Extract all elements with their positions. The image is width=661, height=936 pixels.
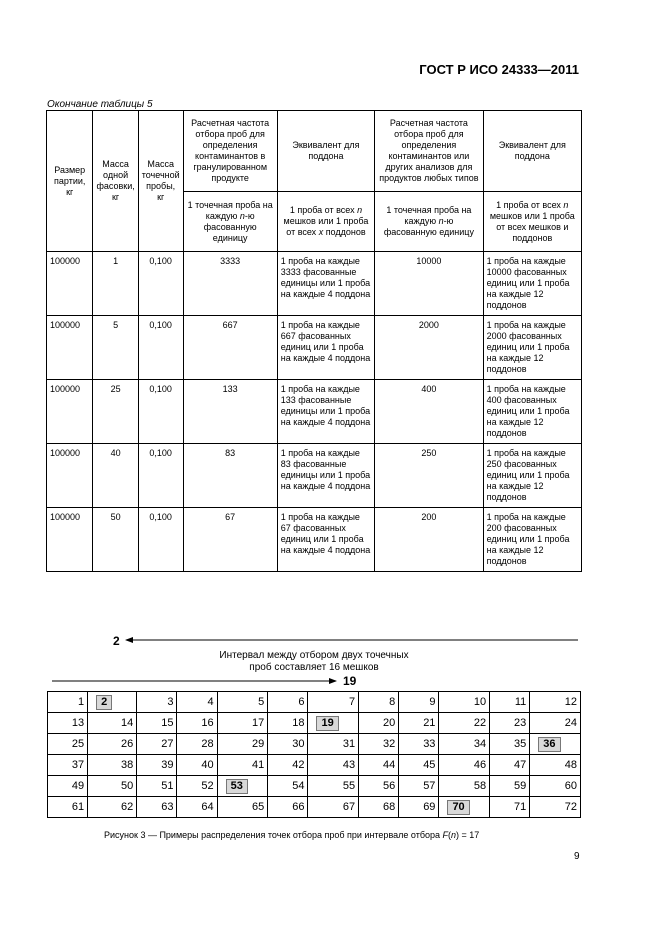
grid-cell: 28 — [177, 734, 217, 755]
sampled-bag-number: 53 — [226, 779, 248, 794]
grid-cell: 29 — [217, 734, 268, 755]
grid-cell: 31 — [308, 734, 359, 755]
cell-freq-2: 200 — [375, 508, 483, 572]
header-unit-mass: Масса одной фасовки, кг — [93, 111, 138, 252]
cell-equiv-2: 1 проба на каждые 2000 фасованных единиц или 1 проба на каждые 12 поддонов — [483, 316, 581, 380]
cell-unit-mass: 50 — [93, 508, 138, 572]
grid-cell: 14 — [88, 713, 137, 734]
start-point-label: 2 — [113, 634, 120, 648]
grid-cell: 42 — [268, 755, 308, 776]
grid-cell: 55 — [308, 776, 359, 797]
grid-cell: 16 — [177, 713, 217, 734]
sampled-bag-number: 70 — [447, 800, 469, 815]
cell-equiv-2: 1 проба на каждые 10000 фасованных единиц или 1 проба на каждые 12 поддонов — [483, 252, 581, 316]
cell-equiv-1: 1 проба на каждые 67 фасованных единиц или 1 проба на каждые 4 поддона — [277, 508, 374, 572]
cell-freq-2: 10000 — [375, 252, 483, 316]
grid-row — [48, 713, 581, 734]
grid-cell: 26 — [88, 734, 137, 755]
grid-cell: 5 — [217, 692, 268, 713]
cell-freq-1: 3333 — [183, 252, 277, 316]
grid-cell: 49 — [48, 776, 88, 797]
grid-cell: 46 — [439, 755, 490, 776]
sampled-bag-number: 36 — [538, 737, 560, 752]
grid-cell: 32 — [359, 734, 399, 755]
grid-cell: 8 — [359, 692, 399, 713]
header-lot-size: Размер партии, кг — [47, 111, 93, 252]
grid-cell: 65 — [217, 797, 268, 818]
grid-cell: 17 — [217, 713, 268, 734]
grid-cell: 24 — [530, 713, 581, 734]
grid-cell: 48 — [530, 755, 581, 776]
grid-cell: 6 — [268, 692, 308, 713]
interval-description: Интервал между отбором двух точечных проб составляет 16 мешков — [219, 650, 409, 673]
cell-lot-size: 100000 — [47, 444, 93, 508]
grid-cell: 22 — [439, 713, 490, 734]
grid-cell: 45 — [399, 755, 439, 776]
grid-cell: 40 — [177, 755, 217, 776]
grid-cell: 10 — [439, 692, 490, 713]
cell-freq-1: 133 — [183, 380, 277, 444]
subheader-3: 1 точечная проба на каждую n-ю фасованную единицу — [375, 192, 483, 252]
grid-cell: 23 — [490, 713, 530, 734]
header-sample-mass: Масса точечной пробы, кг — [138, 111, 183, 252]
grid-cell: 68 — [359, 797, 399, 818]
cell-equiv-2: 1 проба на каждые 400 фасованных единиц или 1 проба на каждые 12 поддонов — [483, 380, 581, 444]
grid-cell-sampled — [88, 692, 137, 713]
grid-cell: 61 — [48, 797, 88, 818]
cell-sample-mass: 0,100 — [138, 508, 183, 572]
cell-sample-mass: 0,100 — [138, 252, 183, 316]
grid-cell: 67 — [308, 797, 359, 818]
table-caption: Окончание таблицы 5 — [47, 99, 153, 110]
cell-unit-mass: 5 — [93, 316, 138, 380]
document-id: ГОСТ Р ИСО 24333—2011 — [419, 62, 579, 77]
grid-cell: 11 — [490, 692, 530, 713]
grid-cell-sampled — [308, 713, 359, 734]
grid-cell: 56 — [359, 776, 399, 797]
grid-cell: 1 — [48, 692, 88, 713]
header-equiv-pallet-1: Эквивалент для поддона — [277, 111, 374, 192]
header-freq-contaminants: Расчетная частота отбора проб для определения контаминантов в гранулированном продукте — [183, 111, 277, 192]
cell-equiv-1: 1 проба на каждые 83 фасованные единицы или 1 проба на каждые 4 поддона — [277, 444, 374, 508]
cell-sample-mass: 0,100 — [138, 380, 183, 444]
grid-row — [48, 797, 581, 818]
grid-cell: 35 — [490, 734, 530, 755]
grid-cell: 72 — [530, 797, 581, 818]
cell-unit-mass: 1 — [93, 252, 138, 316]
grid-cell: 54 — [268, 776, 308, 797]
grid-cell: 7 — [308, 692, 359, 713]
grid-cell: 47 — [490, 755, 530, 776]
grid-cell: 66 — [268, 797, 308, 818]
next-point-label: 19 — [343, 674, 357, 688]
cell-equiv-1: 1 проба на каждые 3333 фасованные единицы или 1 проба на каждые 4 поддона — [277, 252, 374, 316]
grid-cell-sampled — [217, 776, 268, 797]
grid-cell: 69 — [399, 797, 439, 818]
grid-cell: 13 — [48, 713, 88, 734]
grid-cell: 4 — [177, 692, 217, 713]
cell-lot-size: 100000 — [47, 380, 93, 444]
cell-freq-1: 67 — [183, 508, 277, 572]
grid-cell: 38 — [88, 755, 137, 776]
grid-cell: 25 — [48, 734, 88, 755]
grid-cell: 41 — [217, 755, 268, 776]
grid-cell: 20 — [359, 713, 399, 734]
grid-cell: 62 — [88, 797, 137, 818]
sampled-bag-number: 19 — [316, 716, 338, 731]
grid-cell: 39 — [137, 755, 177, 776]
grid-cell: 52 — [177, 776, 217, 797]
grid-cell: 44 — [359, 755, 399, 776]
cell-lot-size: 100000 — [47, 316, 93, 380]
grid-cell: 64 — [177, 797, 217, 818]
grid-cell: 71 — [490, 797, 530, 818]
grid-cell: 60 — [530, 776, 581, 797]
header-equiv-pallet-2: Эквивалент для поддона — [483, 111, 581, 192]
grid-cell: 21 — [399, 713, 439, 734]
grid-cell: 18 — [268, 713, 308, 734]
bag-grid — [47, 691, 581, 818]
cell-lot-size: 100000 — [47, 252, 93, 316]
grid-cell: 9 — [399, 692, 439, 713]
figure-caption: Рисунок 3 — Примеры распределения точек отбора проб при интервале отбора F(n) = 17 — [104, 830, 480, 840]
grid-cell-sampled — [530, 734, 581, 755]
grid-row — [48, 755, 581, 776]
cell-sample-mass: 0,100 — [138, 444, 183, 508]
cell-freq-2: 400 — [375, 380, 483, 444]
grid-cell: 12 — [530, 692, 581, 713]
grid-cell: 15 — [137, 713, 177, 734]
grid-cell: 57 — [399, 776, 439, 797]
grid-cell: 34 — [439, 734, 490, 755]
grid-cell: 37 — [48, 755, 88, 776]
cell-equiv-2: 1 проба на каждые 200 фасованных единиц или 1 проба на каждые 12 поддонов — [483, 508, 581, 572]
grid-cell: 3 — [137, 692, 177, 713]
grid-cell: 30 — [268, 734, 308, 755]
cell-freq-2: 250 — [375, 444, 483, 508]
header-freq-other: Расчетная частота отбора проб для определения контаминантов или других анализов для продуктов любых типов — [375, 111, 483, 192]
grid-cell: 51 — [137, 776, 177, 797]
page-number: 9 — [574, 851, 580, 862]
cell-unit-mass: 40 — [93, 444, 138, 508]
sampled-bag-number: 2 — [96, 695, 112, 710]
grid-row — [48, 734, 581, 755]
cell-freq-1: 667 — [183, 316, 277, 380]
grid-cell: 63 — [137, 797, 177, 818]
grid-cell: 58 — [439, 776, 490, 797]
subheader-4: 1 проба от всех n мешков или 1 проба от всех мешков и поддонов — [483, 192, 581, 252]
cell-equiv-2: 1 проба на каждые 250 фасованных единиц или 1 проба на каждые 12 поддонов — [483, 444, 581, 508]
grid-row — [48, 692, 581, 713]
grid-cell: 27 — [137, 734, 177, 755]
cell-lot-size: 100000 — [47, 508, 93, 572]
grid-cell-sampled — [439, 797, 490, 818]
cell-equiv-1: 1 проба на каждые 133 фасованные единицы или 1 проба на каждые 4 поддона — [277, 380, 374, 444]
grid-cell: 33 — [399, 734, 439, 755]
grid-row — [48, 776, 581, 797]
grid-cell: 50 — [88, 776, 137, 797]
subheader-2: 1 проба от всех n мешков или 1 проба от всех x поддонов — [277, 192, 374, 252]
cell-freq-1: 83 — [183, 444, 277, 508]
cell-equiv-1: 1 проба на каждые 667 фасованных единиц или 1 проба на каждые 4 поддона — [277, 316, 374, 380]
subheader-1: 1 точечная проба на каждую n-ю фасованную единицу — [183, 192, 277, 252]
cell-freq-2: 2000 — [375, 316, 483, 380]
grid-cell: 59 — [490, 776, 530, 797]
cell-sample-mass: 0,100 — [138, 316, 183, 380]
cell-unit-mass: 25 — [93, 380, 138, 444]
grid-cell: 43 — [308, 755, 359, 776]
